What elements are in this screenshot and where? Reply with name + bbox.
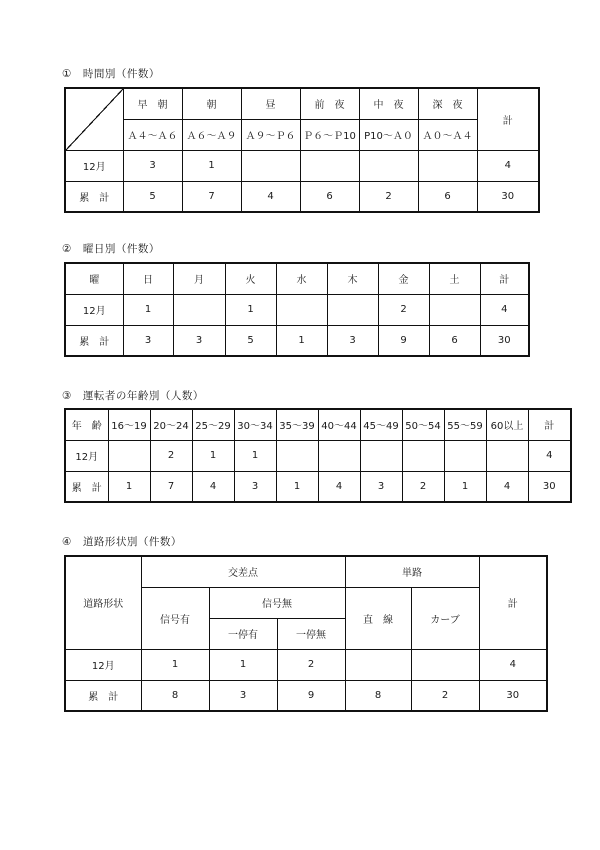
section-title-age: ③ 運転者の年齢別（人数）	[62, 390, 204, 402]
data-cell: 2	[150, 440, 192, 471]
data-cell: 9	[378, 325, 429, 356]
header-cell: 朝	[182, 88, 241, 119]
header-cell: 昼	[241, 88, 300, 119]
header-cell: 木	[327, 263, 378, 294]
total-header: 計	[479, 556, 547, 649]
data-cell: 6	[418, 181, 477, 212]
data-cell: 4	[192, 471, 234, 502]
table-row	[65, 181, 539, 212]
table-row	[65, 649, 547, 680]
data-cell: 6	[300, 181, 359, 212]
row-label: 累 計	[65, 325, 123, 356]
total-cell: 4	[528, 440, 571, 471]
data-cell: 5	[123, 181, 182, 212]
row-label: 累 計	[65, 680, 141, 711]
data-cell: 1	[234, 440, 276, 471]
data-cell: 3	[327, 325, 378, 356]
total-header: 計	[480, 263, 529, 294]
time-range-cell: Ａ４～Ａ６	[123, 119, 182, 150]
data-cell: 1	[182, 150, 241, 181]
data-cell	[429, 294, 480, 325]
data-cell: 8	[345, 680, 411, 711]
total-cell: 4	[480, 294, 529, 325]
data-cell: 2	[411, 680, 479, 711]
road-shape-table	[64, 555, 548, 712]
section-title-time: ① 時間別（件数）	[62, 68, 160, 80]
data-cell: 2	[359, 181, 418, 212]
data-cell	[327, 294, 378, 325]
single-road-header: 単路	[345, 556, 479, 587]
stop-no-header: 一停無	[277, 618, 345, 649]
corner-header: 道路形状	[65, 556, 141, 649]
header-cell: 日	[123, 263, 173, 294]
data-cell: 1	[444, 471, 486, 502]
data-cell: 1	[141, 649, 209, 680]
header-cell: 月	[173, 263, 225, 294]
data-cell	[173, 294, 225, 325]
total-cell: 30	[479, 680, 547, 711]
signal-yes-header: 信号有	[141, 587, 209, 649]
header-cell: 金	[378, 263, 429, 294]
header-cell: 曜	[65, 263, 123, 294]
time-range-cell: Ａ０～Ａ４	[418, 119, 477, 150]
header-cell: 55～59	[444, 409, 486, 440]
table-row	[65, 680, 547, 711]
data-cell: 3	[123, 150, 182, 181]
header-cell: 40～44	[318, 409, 360, 440]
table-row	[65, 325, 529, 356]
data-cell	[411, 649, 479, 680]
data-cell: 2	[402, 471, 444, 502]
data-cell: 1	[192, 440, 234, 471]
data-cell: 3	[234, 471, 276, 502]
data-cell	[444, 440, 486, 471]
weekday-table	[64, 262, 530, 357]
table-row	[65, 150, 539, 181]
data-cell	[402, 440, 444, 471]
data-cell: 2	[378, 294, 429, 325]
data-cell	[318, 440, 360, 471]
header-cell: 土	[429, 263, 480, 294]
data-cell: 1	[225, 294, 276, 325]
data-cell	[345, 649, 411, 680]
table-row	[65, 471, 571, 502]
header-cell: 深 夜	[418, 88, 477, 119]
data-cell: 2	[277, 649, 345, 680]
row-label: 累 計	[65, 181, 123, 212]
data-cell: 8	[141, 680, 209, 711]
diagonal-corner-cell	[65, 88, 123, 150]
header-cell: 前 夜	[300, 88, 359, 119]
header-cell: 早 朝	[123, 88, 182, 119]
header-cell: 45～49	[360, 409, 402, 440]
table-row	[65, 294, 529, 325]
header-cell: 50～54	[402, 409, 444, 440]
row-label: 12月	[65, 294, 123, 325]
header-cell: 25～29	[192, 409, 234, 440]
data-cell: 1	[108, 471, 150, 502]
data-cell: 1	[123, 294, 173, 325]
data-cell	[359, 150, 418, 181]
data-cell	[360, 440, 402, 471]
total-header: 計	[477, 88, 539, 150]
time-table	[64, 87, 540, 213]
data-cell: 3	[209, 680, 277, 711]
row-label: 12月	[65, 150, 123, 181]
time-range-cell: Ａ９～Ｐ６	[241, 119, 300, 150]
stop-yes-header: 一停有	[209, 618, 277, 649]
data-cell	[300, 150, 359, 181]
header-cell: 中 夜	[359, 88, 418, 119]
header-cell: 30～34	[234, 409, 276, 440]
data-cell	[418, 150, 477, 181]
age-table	[64, 408, 572, 503]
row-label: 12月	[65, 440, 108, 471]
total-cell: 30	[477, 181, 539, 212]
data-cell: 1	[276, 325, 327, 356]
data-cell: 3	[123, 325, 173, 356]
header-cell: 20～24	[150, 409, 192, 440]
data-cell: 4	[241, 181, 300, 212]
data-cell	[276, 440, 318, 471]
curve-header: カーブ	[411, 587, 479, 649]
header-cell: 16～19	[108, 409, 150, 440]
data-cell	[276, 294, 327, 325]
header-cell: 35～39	[276, 409, 318, 440]
data-cell: 4	[318, 471, 360, 502]
data-cell: 7	[150, 471, 192, 502]
header-cell: 水	[276, 263, 327, 294]
straight-header: 直 線	[345, 587, 411, 649]
data-cell	[486, 440, 528, 471]
section-title-road-shape: ④ 道路形状別（件数）	[62, 536, 182, 548]
time-range-cell: Ｐ６～Ｐ10	[300, 119, 359, 150]
time-range-cell: P10～Ａ０	[359, 119, 418, 150]
header-cell: 60以上	[486, 409, 528, 440]
intersection-header: 交差点	[141, 556, 345, 587]
data-cell: 5	[225, 325, 276, 356]
data-cell: 7	[182, 181, 241, 212]
data-cell	[241, 150, 300, 181]
data-cell: 3	[173, 325, 225, 356]
total-cell: 30	[480, 325, 529, 356]
total-cell: 4	[479, 649, 547, 680]
data-cell: 4	[486, 471, 528, 502]
row-label: 累 計	[65, 471, 108, 502]
header-cell: 火	[225, 263, 276, 294]
table-row	[65, 440, 571, 471]
total-cell: 30	[528, 471, 571, 502]
row-label: 12月	[65, 649, 141, 680]
data-cell: 6	[429, 325, 480, 356]
data-cell: 1	[209, 649, 277, 680]
data-cell	[108, 440, 150, 471]
data-cell: 1	[276, 471, 318, 502]
signal-no-header: 信号無	[209, 587, 345, 618]
section-title-weekday: ② 曜日別（件数）	[62, 243, 160, 255]
total-cell: 4	[477, 150, 539, 181]
time-range-cell: Ａ６～Ａ９	[182, 119, 241, 150]
total-header: 計	[528, 409, 571, 440]
header-cell: 年 齢	[65, 409, 108, 440]
data-cell: 9	[277, 680, 345, 711]
data-cell: 3	[360, 471, 402, 502]
